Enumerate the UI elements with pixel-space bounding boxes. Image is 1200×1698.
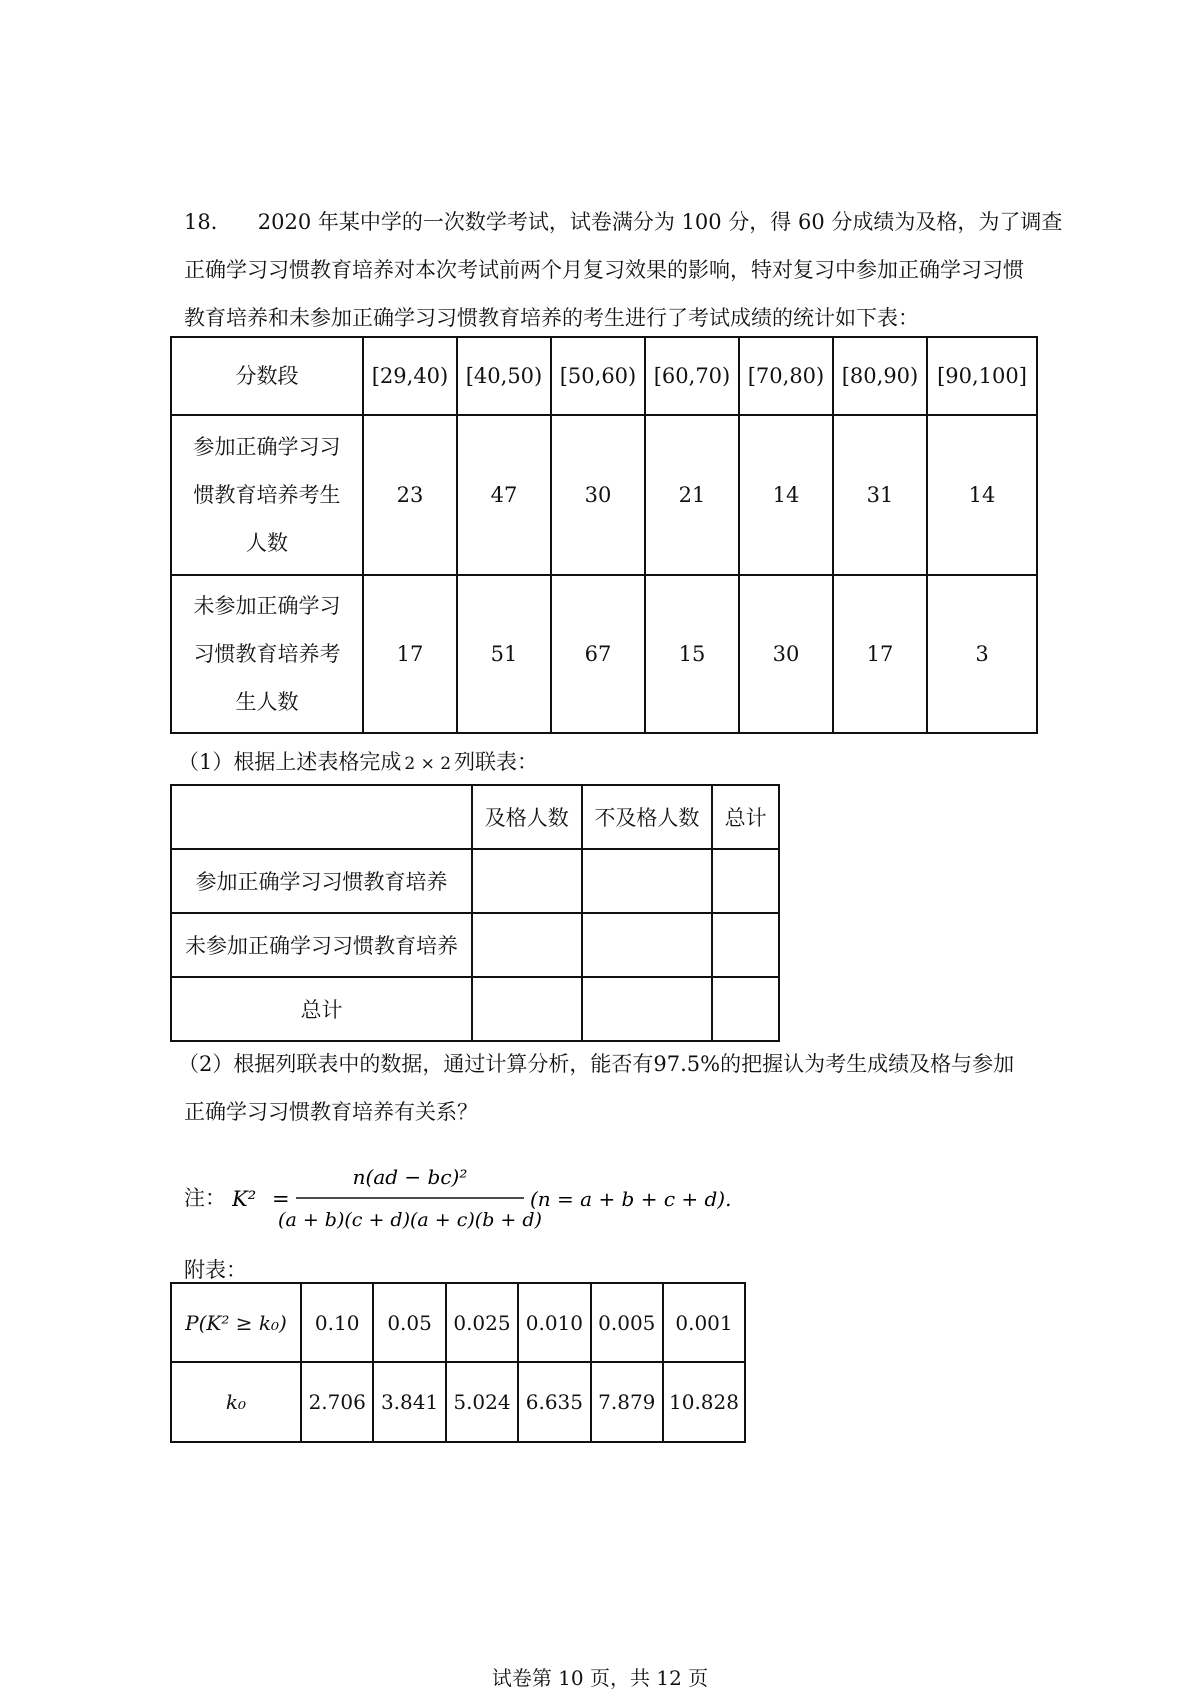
- formula-condition: (n = a + b + c + d).: [530, 1187, 732, 1211]
- problem-line: 正确学习习惯教育培养对本次考试前两个月复习效果的影响，特对复习中参加正确学习习惯: [184, 258, 1024, 282]
- contingency-empty-cell: [472, 977, 582, 1041]
- contingency-empty-cell: [582, 849, 713, 913]
- count-cell: 30: [739, 575, 833, 733]
- formula-note: [184, 1158, 944, 1238]
- probability-cell: 0.010: [518, 1283, 590, 1362]
- critical-value-table: [170, 1282, 746, 1443]
- k-squared-formula: [232, 1158, 932, 1238]
- probability-label: P(K² ≥ k₀): [171, 1283, 301, 1362]
- probability-cell: 0.005: [591, 1283, 663, 1362]
- count-cell: 15: [645, 575, 739, 733]
- critical-value-cell: 5.024: [446, 1362, 518, 1442]
- critical-value-cell: 6.635: [518, 1362, 590, 1442]
- probability-cell: 0.10: [301, 1283, 373, 1362]
- contingency-empty-cell: [582, 977, 713, 1041]
- part1-math: 2 × 2: [404, 754, 452, 774]
- appendix-label: 附表：: [184, 1258, 247, 1282]
- contingency-empty-cell: [472, 913, 582, 977]
- interval-cell: [50,60): [551, 337, 645, 415]
- contingency-header-fail: 不及格人数: [582, 785, 713, 849]
- count-cell: 47: [457, 415, 551, 575]
- contingency-header-pass: 及格人数: [472, 785, 582, 849]
- formula-numerator: n(ad − bc)²: [352, 1165, 468, 1189]
- contingency-row-label: 未参加正确学习习惯教育培养: [171, 913, 472, 977]
- count-cell: 67: [551, 575, 645, 733]
- interval-cell: [70,80): [739, 337, 833, 415]
- formula-denominator: (a + b)(c + d)(a + c)(b + d): [278, 1209, 542, 1231]
- part1-prompt: （1）根据上述表格完成 2 × 2 列联表：: [178, 750, 539, 774]
- formula-lhs: K²: [232, 1187, 257, 1211]
- contingency-header-total: 总计: [712, 785, 779, 849]
- problem-statement: [184, 198, 1063, 342]
- critical-value-cell: 3.841: [373, 1362, 445, 1442]
- contingency-empty-cell: [582, 913, 713, 977]
- critical-value-cell: 10.828: [663, 1362, 745, 1442]
- contingency-table: [170, 784, 780, 1042]
- critical-value-label: k₀: [171, 1362, 301, 1442]
- row-label-nonparticipants: 未参加正确学习 习惯教育培养考 生人数: [171, 575, 363, 733]
- interval-cell: [60,70): [645, 337, 739, 415]
- contingency-empty-cell: [472, 849, 582, 913]
- note-label: 注：: [184, 1186, 226, 1210]
- probability-cell: 0.025: [446, 1283, 518, 1362]
- count-cell: 17: [363, 575, 457, 733]
- contingency-row-label: 总计: [171, 977, 472, 1041]
- probability-cell: 0.05: [373, 1283, 445, 1362]
- page-footer: 试卷第 10 页，共 12 页: [491, 1666, 709, 1690]
- contingency-row-label: 参加正确学习习惯教育培养: [171, 849, 472, 913]
- count-cell: 23: [363, 415, 457, 575]
- critical-value-cell: 2.706: [301, 1362, 373, 1442]
- contingency-empty-cell: [712, 977, 779, 1041]
- equals-sign: =: [272, 1187, 290, 1211]
- part2-prompt: （2）根据列联表中的数据，通过计算分析，能否有97.5%的把握认为考生成绩及格与参加 正确学习习惯教育培养有关系？: [178, 1052, 1015, 1124]
- critical-value-cell: 7.879: [591, 1362, 663, 1442]
- count-cell: 3: [927, 575, 1037, 733]
- count-cell: 17: [833, 575, 927, 733]
- count-cell: 21: [645, 415, 739, 575]
- count-cell: 14: [927, 415, 1037, 575]
- contingency-header-blank: [171, 785, 472, 849]
- probability-cell: 0.001: [663, 1283, 745, 1362]
- row-label-participants: 参加正确学习习 惯教育培养考生 人数: [171, 415, 363, 575]
- count-cell: 30: [551, 415, 645, 575]
- problem-number: 18．: [184, 210, 232, 234]
- score-header-label: 分数段: [171, 337, 363, 415]
- contingency-empty-cell: [712, 913, 779, 977]
- interval-cell: [29,40): [363, 337, 457, 415]
- problem-line: 18． 2020 年某中学的一次数学考试，试卷满分为 100 分，得 60 分成绩为及格，为了调查: [184, 210, 1063, 234]
- count-cell: 14: [739, 415, 833, 575]
- interval-cell: [40,50): [457, 337, 551, 415]
- contingency-empty-cell: [712, 849, 779, 913]
- interval-cell: [90,100]: [927, 337, 1037, 415]
- score-table: [170, 336, 1038, 734]
- count-cell: 51: [457, 575, 551, 733]
- interval-cell: [80,90): [833, 337, 927, 415]
- problem-line: 教育培养和未参加正确学习习惯教育培养的考生进行了考试成绩的统计如下表：: [184, 306, 919, 330]
- count-cell: 31: [833, 415, 927, 575]
